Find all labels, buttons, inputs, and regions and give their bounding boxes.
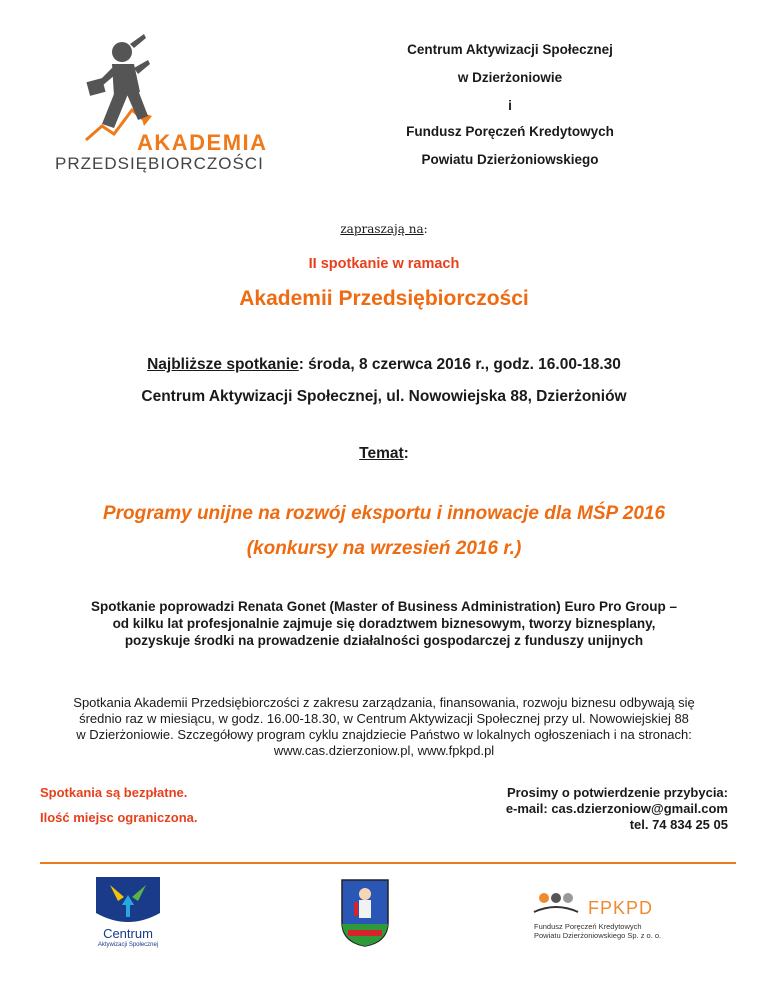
organizer-line-1: Centrum Aktywizacji Społecznej [407,42,613,57]
invite-text [0,222,768,236]
logo-subtitle: PRZEDSIĘBIORCZOŚCI [55,154,264,173]
centrum-logo-name: Centrum [103,926,153,941]
rsvp-line-1: Prosimy o potwierdzenie przybycia: [506,785,728,800]
topic-label: Temat [359,445,404,462]
topic-heading [0,445,768,463]
speaker-line-2: od kilku lat profesjonalnie zajmuje się doradztwem biznesowym, tworzy biznesplany, [112,616,656,631]
free-entry-note: Spotkania są bezpłatne. [40,785,188,800]
organizer-line-4: Fundusz Poręczeń Kredytowych [406,124,614,139]
details-line-2: średnio raz w miesiącu, w godz. 16.00-18.30, w Centrum Aktywizacji Społecznej przy ul. Nowowiejskiej 88 [79,711,689,726]
program-details [40,695,728,759]
speaker-line-3: pozyskuje środki na prowadzenie działalności gospodarczej z funduszy unijnych [124,633,644,648]
organizer-line-5: Powiatu Dzierżoniowskiego [421,152,599,167]
footer-divider [40,862,736,864]
centrum-logo-subtitle: Aktywizacji Społecznej [97,942,159,948]
meeting-place: Centrum Aktywizacji Społecznej, ul. Nowowiejska 88, Dzierżoniów [141,388,627,405]
rsvp-block [440,785,728,833]
speaker-line-1: Spotkanie poprowadzi Renata Gonet (Master of Business Administration) Euro Pro Group – [90,599,678,614]
academy-title: Akademii Przedsiębiorczości [239,287,529,310]
topic-line-2: (konkursy na wrzesień 2016 r.) [246,538,522,559]
topic-colon: : [403,445,409,462]
invite-colon: : [423,222,428,236]
organizer-line-2: w Dzierżoniowie [457,70,563,85]
logo-title: AKADEMIA [137,130,268,155]
coat-of-arms-icon [340,878,390,948]
organizer-line-3: i [508,98,512,113]
next-meeting-label: Najbliższe spotkanie [147,356,299,373]
details-line-1: Spotkania Akademii Przedsiębiorczości z zakresu zarządzania, finansowania, rozwoju biznesu odbywają się [73,695,695,710]
limited-places-note: Ilość miejsc ograniczona. [40,810,198,825]
fpkpd-logo-line-1: Fundusz Poręczeń Kredytowych [534,922,642,931]
invite-label: zapraszają na [340,222,424,236]
rsvp-phone: tel. 74 834 25 05 [629,817,728,832]
topic-line-1: Programy unijne na rozwój eksportu i innowacje dla MŚP 2016 [102,503,666,524]
fpkpd-logo-line-2: Powiatu Dzierżoniowskiego Sp. z o. o. [534,931,662,940]
next-meeting-value: : środa, 8 czerwca 2016 r., godz. 16.00-18.30 [298,356,621,373]
fpkpd-logo-name: FPKPD [588,898,654,918]
next-meeting [0,356,768,374]
rsvp-email: e-mail: cas.dzierzoniow@gmail.com [505,801,728,816]
details-line-3: w Dzierżoniowie. Szczegółowy program cyklu znajdziecie Państwo w lokalnych ogłoszeniach i na stronach: [76,727,692,742]
details-line-4: www.cas.dzierzoniow.pl, www.fpkpd.pl [273,743,495,758]
speaker-description [40,598,728,649]
centrum-logo-icon [88,873,168,953]
meeting-line: II spotkanie w ramach [308,256,460,272]
